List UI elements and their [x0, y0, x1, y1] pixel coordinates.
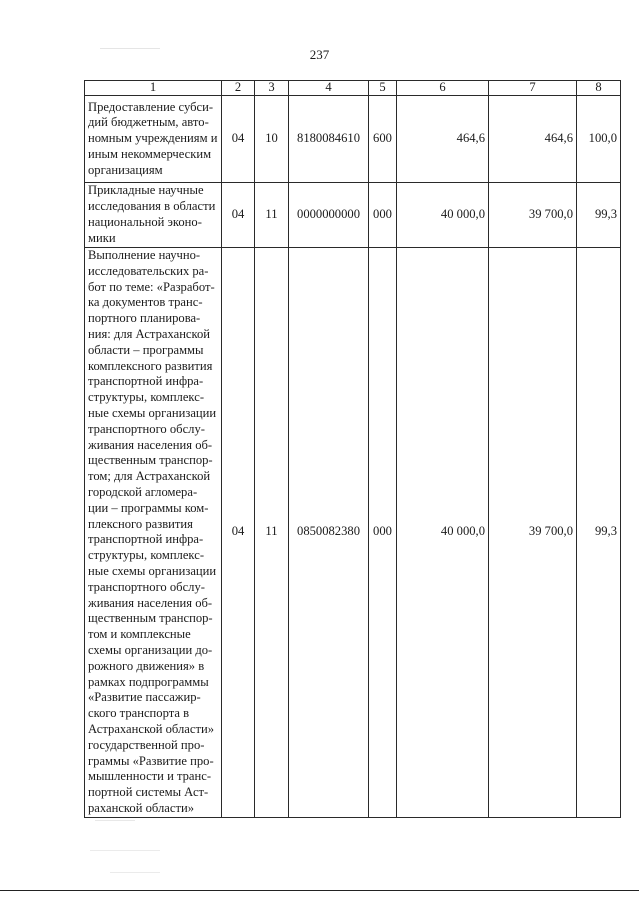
name-line: структуры, комплекс- — [88, 390, 205, 405]
plan-cell: 464,6 — [397, 96, 489, 183]
name-line: живания населения об- — [88, 437, 213, 452]
scan-noise — [110, 872, 160, 873]
podrazdel-cell: 11 — [255, 248, 289, 818]
name-line: исследовательских ра- — [88, 263, 209, 278]
plan-cell: 40 000,0 — [397, 248, 489, 818]
name-line: номным учреждениям и — [88, 131, 218, 146]
name-line: Выполнение научно- — [88, 248, 201, 262]
name-line: транспортной инфра- — [88, 374, 204, 389]
name-line: национальной эконо- — [88, 215, 202, 229]
table-header-row — [85, 81, 621, 96]
name-line: исследования в области — [88, 199, 216, 214]
name-line: мики — [88, 230, 116, 245]
expense-type-cell: 000 — [369, 183, 397, 248]
column-header: 2 — [222, 81, 255, 96]
name-line: портной системы Аст- — [88, 785, 209, 800]
plan-cell: 40 000,0 — [397, 183, 489, 248]
percent-cell: 99,3 — [577, 183, 621, 248]
target-article-cell: 8180084610 — [289, 96, 369, 183]
razdel-cell: 04 — [222, 248, 255, 818]
name-line: государственной про- — [88, 737, 205, 752]
expense-type-cell: 000 — [369, 248, 397, 818]
name-line: схемы организации до- — [88, 642, 213, 657]
scan-edge-line — [0, 890, 639, 891]
name-line: живания населения об- — [88, 595, 213, 610]
table-row — [85, 96, 621, 183]
column-header: 8 — [577, 81, 621, 96]
column-header: 6 — [397, 81, 489, 96]
column-header: 1 — [85, 81, 222, 96]
name-line: иным некоммерческим — [88, 146, 212, 161]
executed-cell: 39 700,0 — [489, 248, 577, 818]
name-line: Предоставление субси- — [88, 99, 214, 114]
name-line: ции – программы ком- — [88, 500, 209, 515]
name-line: ные схемы организации — [88, 563, 217, 578]
razdel-cell: 04 — [222, 96, 255, 183]
table-row — [85, 183, 621, 248]
name-line: ка документов транс- — [88, 295, 203, 310]
scan-noise — [90, 850, 160, 851]
scan-noise — [100, 48, 160, 49]
percent-cell: 99,3 — [577, 248, 621, 818]
name-line: рожного движения» в — [88, 658, 205, 673]
name-line: щественным транспор- — [88, 453, 213, 468]
name-line: том; для Астраханской — [88, 469, 211, 484]
podrazdel-cell: 10 — [255, 96, 289, 183]
name-line: городской агломера- — [88, 484, 198, 499]
name-line: структуры, комплекс- — [88, 548, 205, 563]
name-line: организациям — [88, 162, 163, 177]
row-name-cell — [85, 183, 222, 248]
name-line: дий бюджетным, авто- — [88, 115, 209, 130]
column-header: 3 — [255, 81, 289, 96]
table-row — [85, 248, 621, 818]
name-line: ния: для Астраханской — [88, 326, 211, 341]
name-line: Астраханской области» — [88, 721, 215, 736]
name-line: транспортного обслу- — [88, 421, 205, 436]
name-line: транспортного обслу- — [88, 579, 205, 594]
name-line: бот по теме: «Разработ- — [88, 279, 215, 294]
name-line: Прикладные научные — [88, 183, 204, 198]
name-line: щественным транспор- — [88, 611, 213, 626]
name-line: ные схемы организации — [88, 405, 217, 420]
column-header: 4 — [289, 81, 369, 96]
target-article-cell: 0850082380 — [289, 248, 369, 818]
scan-noise — [95, 820, 135, 821]
podrazdel-cell: 11 — [255, 183, 289, 248]
executed-cell: 39 700,0 — [489, 183, 577, 248]
expense-type-cell: 600 — [369, 96, 397, 183]
razdel-cell: 04 — [222, 183, 255, 248]
name-line: «Развитие пассажир- — [88, 690, 201, 705]
name-line: ского транспорта в — [88, 706, 190, 721]
name-line: портного планирова- — [88, 311, 201, 326]
name-line: транспортной инфра- — [88, 532, 204, 547]
name-line: плексного развития — [88, 516, 193, 531]
name-line: граммы «Развитие про- — [88, 753, 214, 768]
page-number: 237 — [309, 47, 330, 62]
name-line: том и комплексные — [88, 627, 191, 642]
row-name-cell — [85, 248, 222, 818]
name-line: области – программы — [88, 342, 204, 357]
percent-cell: 100,0 — [577, 96, 621, 183]
name-line: рамках подпрограммы — [88, 674, 209, 689]
executed-cell: 464,6 — [489, 96, 577, 183]
column-header: 5 — [369, 81, 397, 96]
name-line: раханской области» — [88, 800, 194, 815]
budget-table — [84, 80, 621, 818]
row-name-cell — [85, 96, 222, 183]
name-line: мышленности и транс- — [88, 769, 212, 784]
target-article-cell: 0000000000 — [289, 183, 369, 248]
column-header: 7 — [489, 81, 577, 96]
name-line: комплексного развития — [88, 358, 213, 373]
